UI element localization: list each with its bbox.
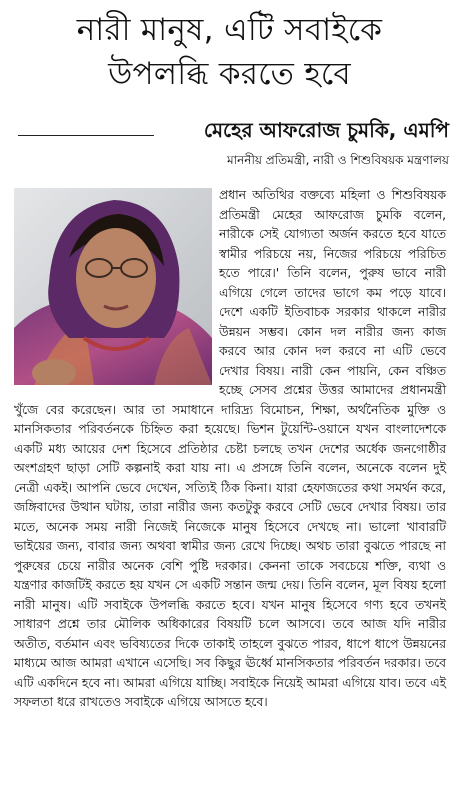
body-paragraph: প্রধান অতিথির বক্তব্যে মহিলা ও শিশুবিষয়ক প্রতিমন্ত্রী মেহের আফরোজ চুমকি বলেন, নারীকে সেই যোগ্যতা অর্জন করতে হবে যাতে স্বামীর পরিচয়ে নয়, নিজের পরিচয়ে পরিচিত হতে পারে।' তিনি বলেন, পুরুষ ভাবে নারী এগিয়ে গেলে তাদের ভাগে কম পড়ে যাবে। দেশে একটি ইতিবাচক সরকার থাকলে নারীর উন্নয়ন সম্ভব। কোন দল নারীর জন্য কাজ করবে আর কোন দল করবে না এটি ভেবে দেখার বিষয়। নারী কেন পায়নি, কেন বঞ্চিত হচ্ছে সেসব প্রশ্নের উত্তর আমাদের প্রধানমন্ত্রী খুঁজে বের করেছেন। আর তা সমাধানে দারিদ্র্য বিমোচন, শিক্ষা, অর্থনৈতিক মুক্তি ও মানসিকতার পরিবর্তনকে চিহ্নিত করা হয়েছে। ভিশন টুয়েন্টি-ওয়ানে যখন বাংলাদেশকে একটি মধ্য আয়ের দেশ হিসেবে প্রতিষ্ঠার চেষ্টা চলছে তখন দেশের অর্ধেক জনগোষ্ঠীর অংশগ্রহণ ছাড়া সেটি কল্পনাই করা যায় না। এ প্রসঙ্গে তিনি বলেন, অনেকে বলেন দুই নেত্রী একই। আপনি ভেবে দেখেন, সত্যিই ঠিক কিনা। যারা হেফাজতের কথা সমর্থন করে, জঙ্গিবাদের উত্থান ঘটায়, তারা নারীর জন্য কতটুকু করবে সেটি ভেবে দেখার বিষয়। তার মতে, অনেক সময় নারী নিজেই নিজেকে মানুষ হিসেবে দেখছে না। ভালো খাবারটি ভাইয়ের জন্য, বাবার জন্য অথবা স্বামীর জন্য রেখে দিচ্ছে। অথচ তারা বুঝতে পারছে না পুরুষের চেয়ে নারীর অনেক বেশি পুষ্টি দরকার। কেননা তাকে সবচেয়ে শক্তি, ব্যথা ও যন্ত্রণার কাজটিই করতে হয় যখন সে একটি সন্তান জন্ম দেয়। তিনি বলেন, মূল বিষয় হলো নারী মানুষ। এটি সবাইকে উপলব্ধি করতে হবে। যখন মানুষ হিসেবে গণ্য হবে তখনই সাধারণ প্রশ্নে তার মৌলিক অধিকারের বিষয়টি চলে আসবে। তবে আজ যদি নারীর অতীত, বর্তমান এবং ভবিষ্যতের দিকে তাকাই তাহলে বুঝতে পারব, ধাপে ধাপে উন্নয়নের মাধ্যমে আজ আমরা এখানে এসেছি। সব কিছুর ঊর্ধ্বে মানসিকতার পরিবর্তন দরকার। তবে এটি একদিনে হবে না। আমরা এগিয়ে যাচ্ছি। সবাইকে নিয়েই আমরা এগিয়ে যাব। তবে এই সফলতা ধরে রাখতেও সবাইকে এগিয়ে আসতে হবে।: [14, 188, 446, 709]
headline-line-2: উপলব্ধি করতে হবে: [108, 56, 351, 92]
author-name: মেহের আফরোজ চুমকি, এমপি: [203, 118, 449, 142]
headline: [0, 8, 459, 96]
author-title: মাননীয় প্রতিমন্ত্রী, নারী ও শিশুবিষয়ক মন্ত্রণালয়: [227, 153, 449, 167]
article-body: [14, 186, 446, 713]
photo-float-spacer: [14, 186, 219, 388]
headline-line-1: নারী মানুষ, এটি সবাইকে: [76, 12, 383, 48]
byline-rule: [18, 135, 154, 136]
